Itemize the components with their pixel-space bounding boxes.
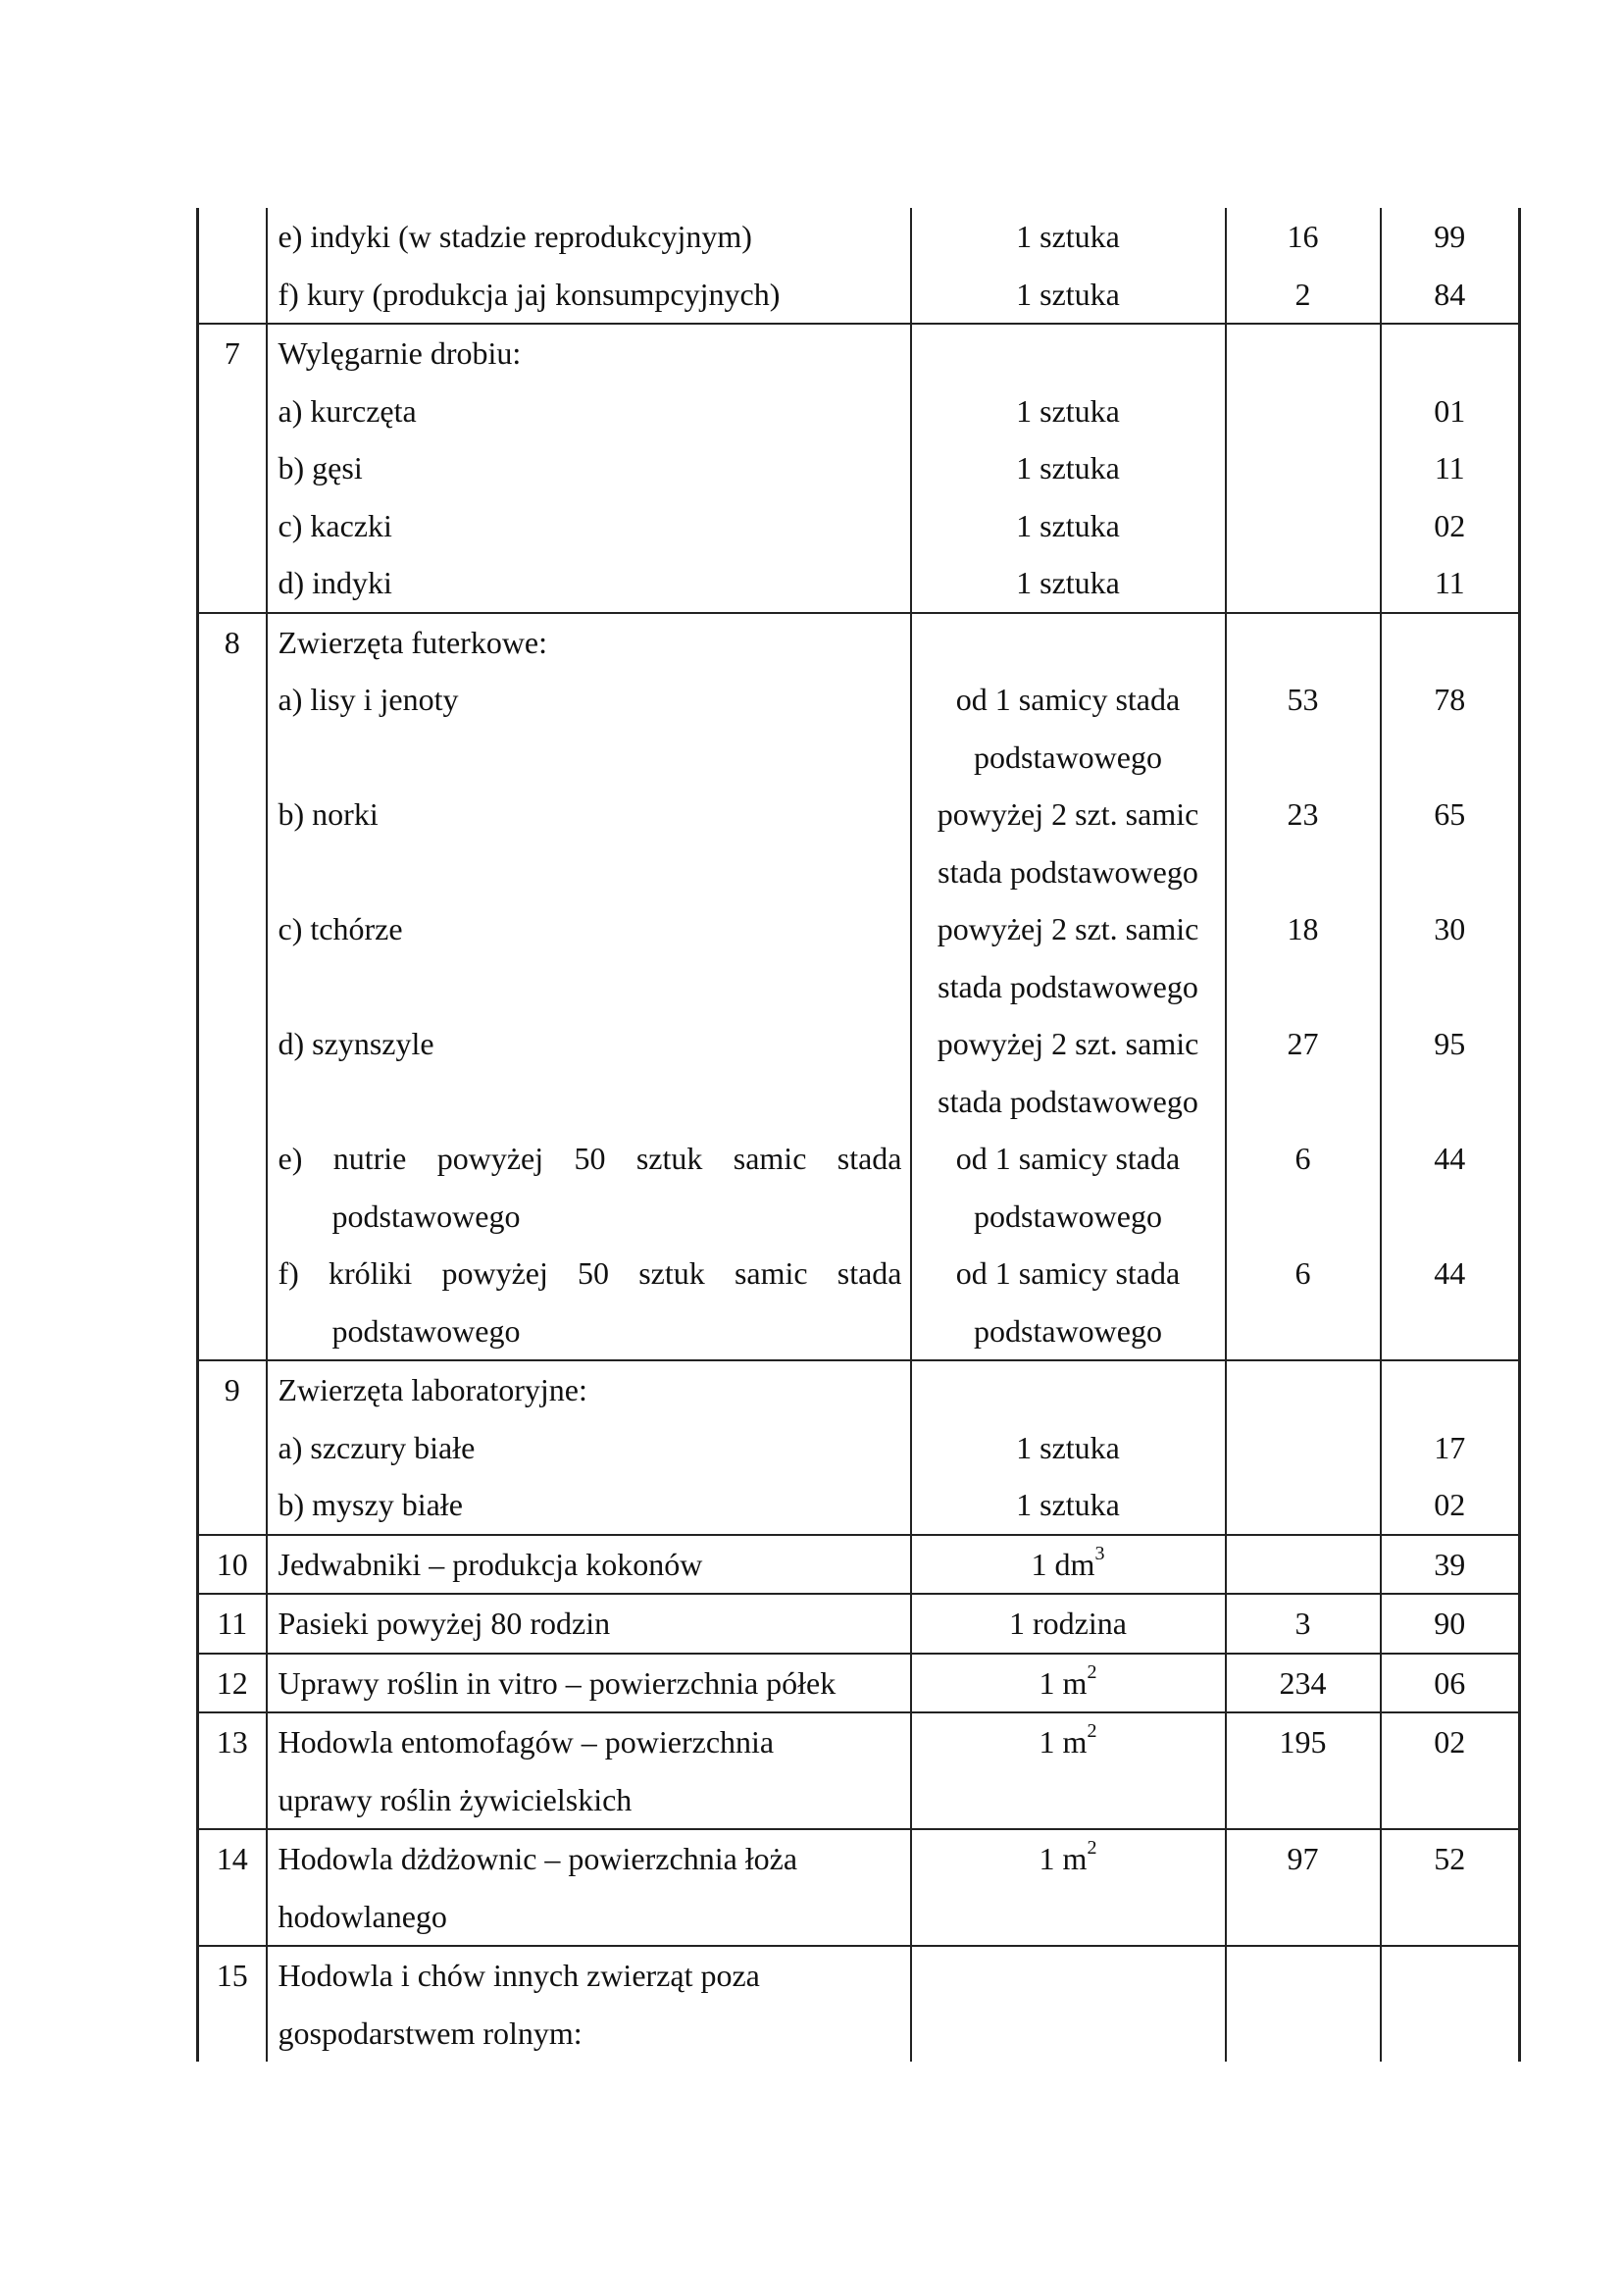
row-value-a-cell: [1226, 1535, 1381, 1595]
row-number-cell: 15: [198, 1946, 267, 2062]
row-unit-cell: 1 sztuka 1 sztuka: [911, 208, 1226, 324]
table-row: [198, 324, 1520, 613]
row-name-cell: Zwierzęta laboratoryjne: a) szczury białe b) myszy białe: [267, 1360, 911, 1535]
row-unit-cell: 1 rodzina: [911, 1594, 1226, 1654]
row-number-cell: [198, 208, 267, 324]
row-value-b-cell: 02: [1381, 1712, 1520, 1829]
table-row: [198, 208, 1520, 324]
row-name-cell: Pasieki powyżej 80 rodzin: [267, 1594, 911, 1654]
row-value-b-cell: 52: [1381, 1829, 1520, 1946]
row-unit-cell: 1 sztuka 1 sztuka 1 sztuka 1 sztuka: [911, 324, 1226, 613]
row-number-cell: 14: [198, 1829, 267, 1946]
row-unit-cell: od 1 samicy stada podstawowego powyżej 2 szt. samic stada podstawowego powyżej 2 szt. samic stada podstawowego powyżej 2 szt. samic stada podstawowego od 1 samicy stada podstawowego od 1 samicy stada podstawowego: [911, 613, 1226, 1361]
row-value-a-cell: 97: [1226, 1829, 1381, 1946]
row-name-cell: Hodowla entomofagów – powierzchnia uprawy roślin żywicielskich: [267, 1712, 911, 1829]
row-name-cell: Hodowla dżdżownic – powierzchnia łoża hodowlanego: [267, 1829, 911, 1946]
row-number-cell: 9: [198, 1360, 267, 1535]
row-name-cell: Jedwabniki – produkcja kokonów: [267, 1535, 911, 1595]
row-value-b-cell: 06: [1381, 1654, 1520, 1713]
row-unit-cell: 1 sztuka 1 sztuka: [911, 1360, 1226, 1535]
table-row: [198, 1712, 1520, 1829]
row-number-cell: 10: [198, 1535, 267, 1595]
row-value-a-cell: 53 23 18 27 6 6: [1226, 613, 1381, 1361]
unit-exponent: 2: [1087, 1660, 1097, 1683]
row-value-b-cell: 90: [1381, 1594, 1520, 1654]
row-name-cell: Zwierzęta futerkowe: a) lisy i jenoty b) norki c) tchórze d) szynszyle e) nutrie powyżej 50 sztuk samic stada podstawowego f) króliki powyżej 50 sztuk samic stada podstawowego: [267, 613, 911, 1361]
row-value-a-cell: [1226, 324, 1381, 613]
row-number-cell: 13: [198, 1712, 267, 1829]
unit-exponent: 2: [1087, 1720, 1097, 1743]
row-unit-cell: 1 $m^2$: [911, 1712, 1226, 1829]
table-row: [198, 1654, 1520, 1713]
table-row: [198, 1360, 1520, 1535]
table-row: [198, 1829, 1520, 1946]
row-number-cell: 8: [198, 613, 267, 1361]
row-unit-cell: 1 $m^2$: [911, 1654, 1226, 1713]
row-name-cell: e) indyki (w stadzie reprodukcyjnym) f) kury (produkcja jaj konsumpcyjnych): [267, 208, 911, 324]
row-number-cell: 11: [198, 1594, 267, 1654]
row-value-a-cell: 3: [1226, 1594, 1381, 1654]
row-value-b-cell: 99 84: [1381, 208, 1520, 324]
row-value-b-cell: 39: [1381, 1535, 1520, 1595]
row-unit-cell: 1 $dm^3$: [911, 1535, 1226, 1595]
row-value-a-cell: 195: [1226, 1712, 1381, 1829]
row-name-cell: Uprawy roślin in vitro – powierzchnia półek: [267, 1654, 911, 1713]
row-value-b-cell: [1381, 1946, 1520, 2062]
row-name-cell: Wylęgarnie drobiu: a) kurczęta b) gęsi c) kaczki d) indyki: [267, 324, 911, 613]
table-row: [198, 1535, 1520, 1595]
row-value-b-cell: 78 65 30 95 44 44: [1381, 613, 1520, 1361]
row-value-a-cell: [1226, 1946, 1381, 2062]
row-unit-cell: [911, 1946, 1226, 2062]
rates-table: [196, 208, 1521, 2062]
row-value-b-cell: 01 11 02 11: [1381, 324, 1520, 613]
unit-exponent: 2: [1087, 1837, 1097, 1860]
row-value-a-cell: 16 2: [1226, 208, 1381, 324]
table-row: [198, 1594, 1520, 1654]
row-value-a-cell: [1226, 1360, 1381, 1535]
table-row: [198, 613, 1520, 1361]
row-number-cell: 7: [198, 324, 267, 613]
row-unit-cell: 1 $m^2$: [911, 1829, 1226, 1946]
row-value-b-cell: 17 02: [1381, 1360, 1520, 1535]
unit-exponent: 3: [1094, 1542, 1105, 1564]
row-value-a-cell: 234: [1226, 1654, 1381, 1713]
row-name-cell: Hodowla i chów innych zwierząt poza gospodarstwem rolnym:: [267, 1946, 911, 2062]
row-number-cell: 12: [198, 1654, 267, 1713]
table-row: [198, 1946, 1520, 2062]
